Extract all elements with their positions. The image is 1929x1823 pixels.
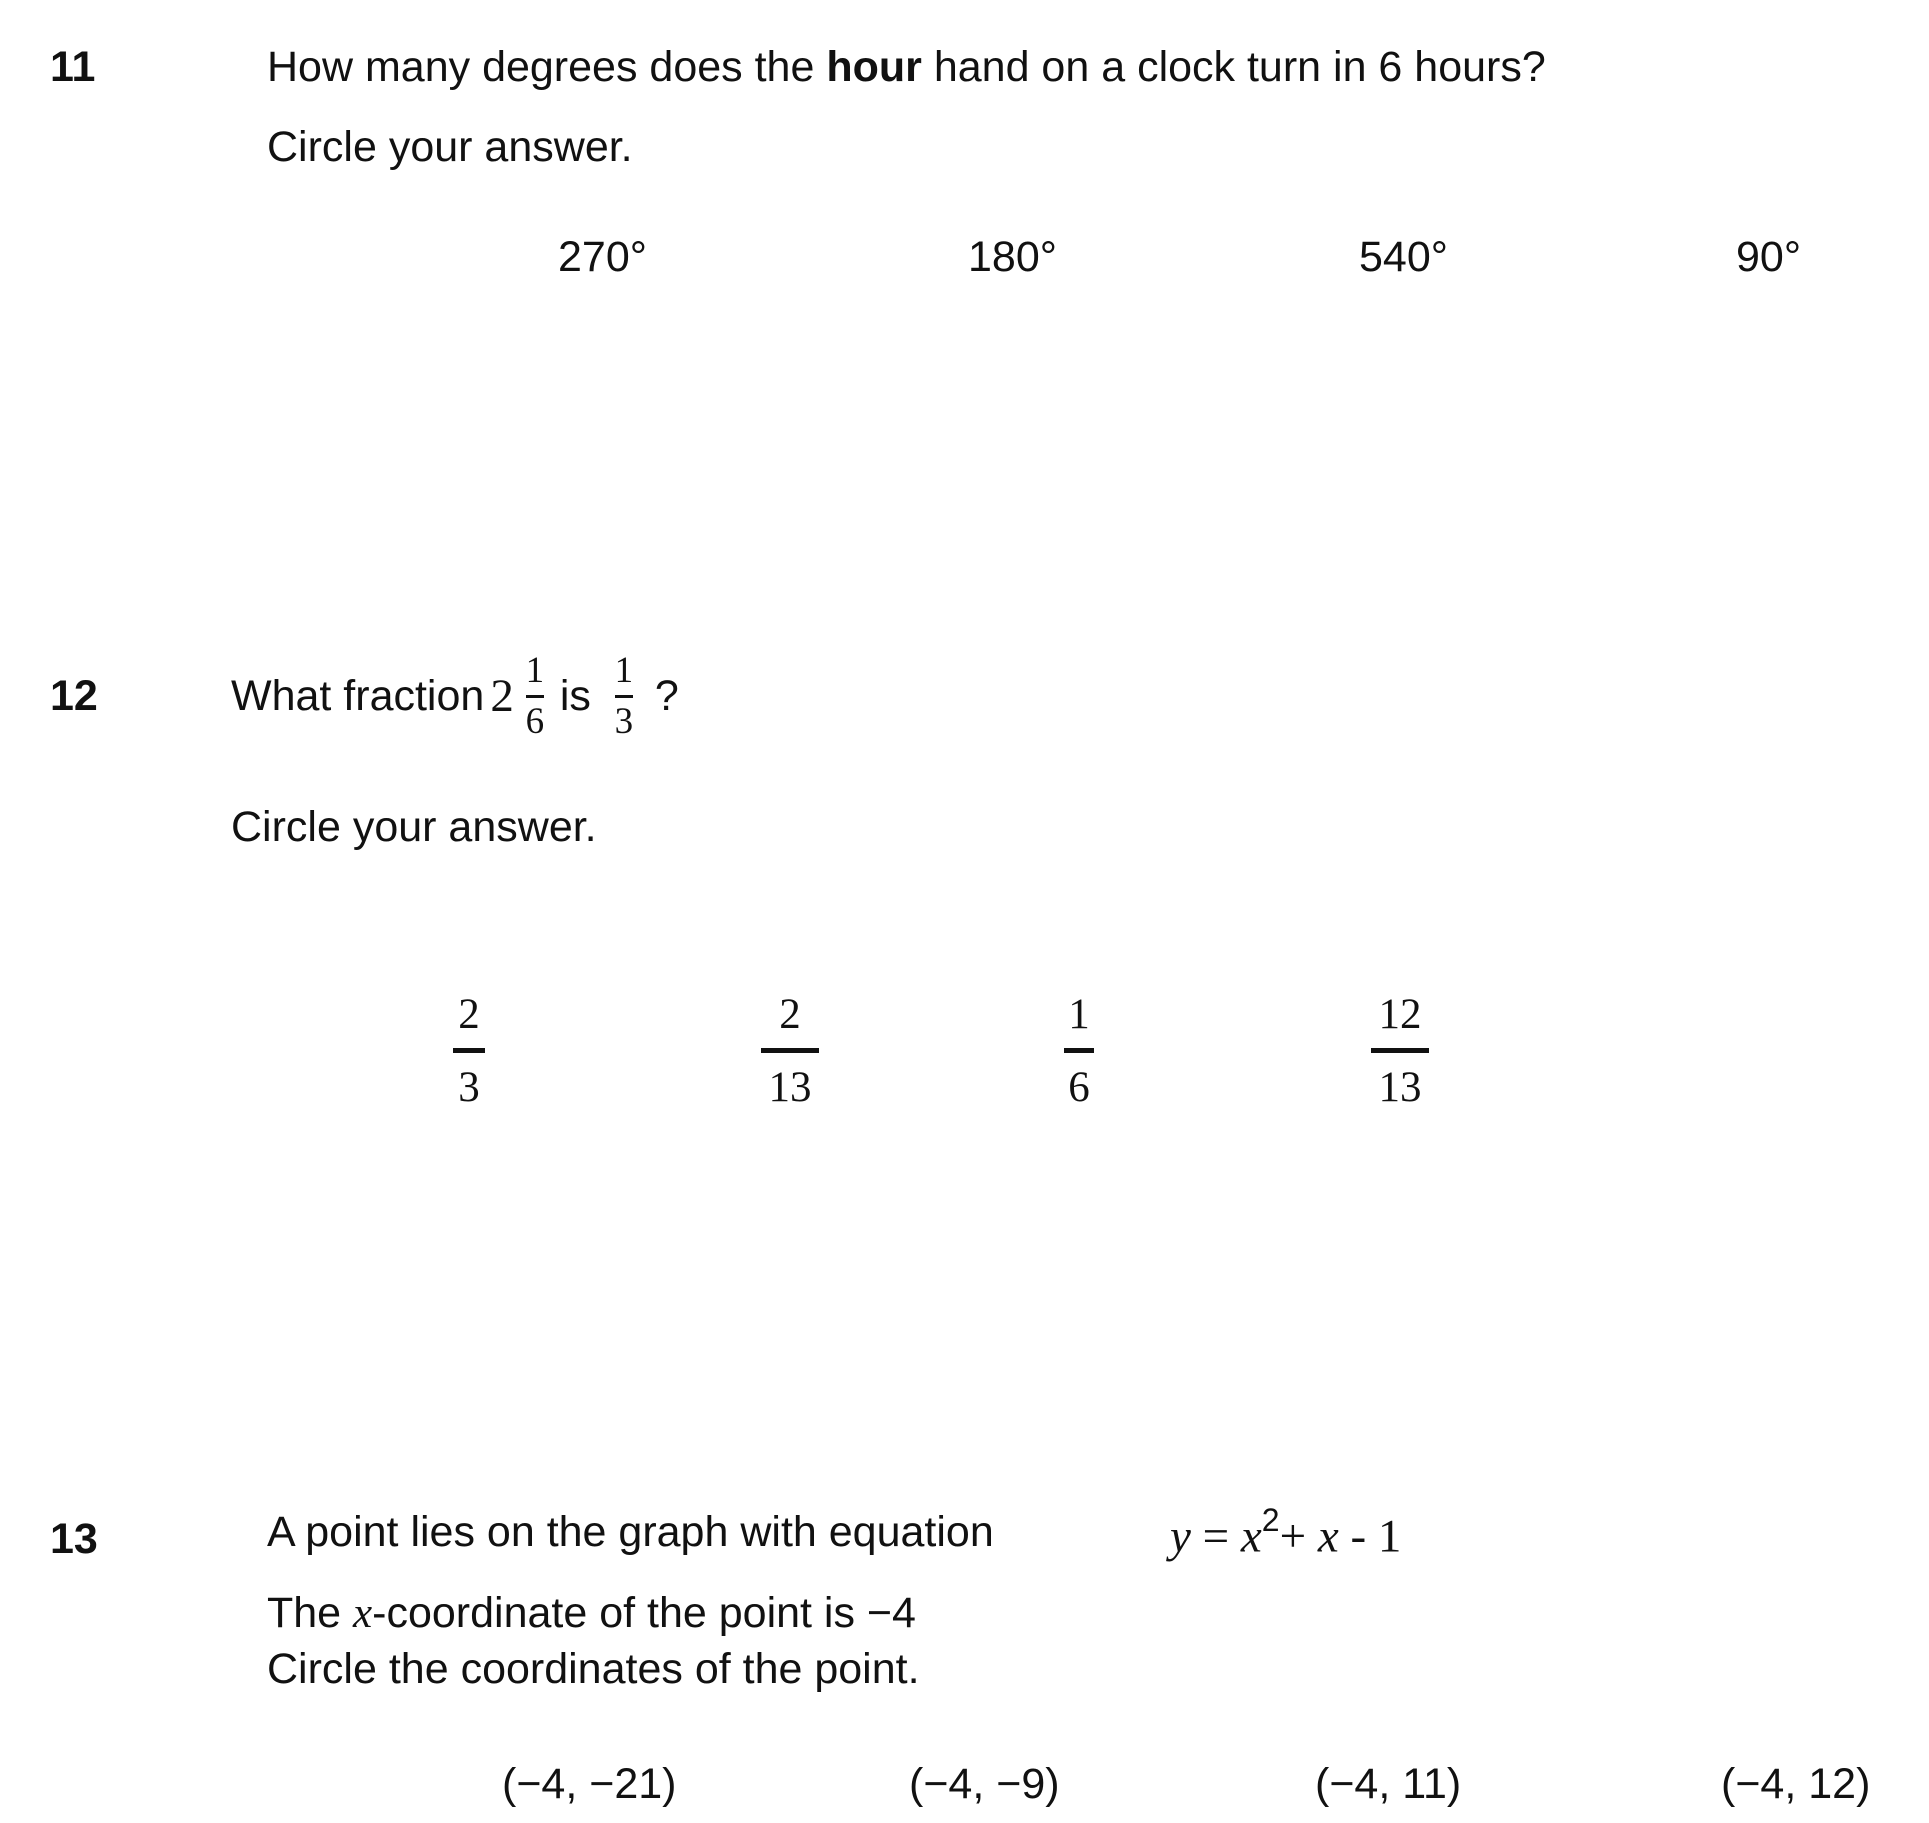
stem-text: is xyxy=(559,671,591,720)
answer-option[interactable]: 540° xyxy=(1359,233,1448,281)
question-number: 11 xyxy=(50,43,96,91)
denominator: 3 xyxy=(614,701,634,742)
answer-option[interactable] xyxy=(761,993,819,1113)
stem-text: How many degrees does the xyxy=(267,43,827,91)
equation-symbol: + xyxy=(1279,1510,1307,1563)
answer-option[interactable]: (−4, 12) xyxy=(1721,1760,1871,1808)
question-number: 12 xyxy=(50,672,98,720)
denominator: 6 xyxy=(1068,1064,1090,1111)
equation-constant: 1 xyxy=(1377,1510,1402,1563)
denominator: 13 xyxy=(768,1064,812,1111)
answer-option[interactable]: (−4, −21) xyxy=(502,1760,677,1808)
fraction-bar xyxy=(453,1048,485,1053)
equation-exponent: 2 xyxy=(1261,1502,1280,1538)
graph-equation xyxy=(1170,1502,1402,1563)
fraction-bar xyxy=(1371,1048,1429,1053)
numerator: 1 xyxy=(525,650,545,691)
question-stem xyxy=(267,43,1546,91)
stem-text: What fraction xyxy=(231,671,485,720)
answer-option[interactable]: (−4, −9) xyxy=(909,1760,1060,1808)
mixed-number-whole: 2 xyxy=(490,669,514,722)
numerator: 1 xyxy=(1068,991,1090,1038)
question-line xyxy=(267,1589,916,1637)
fraction-one-sixth xyxy=(518,650,552,742)
numerator: 1 xyxy=(614,650,634,691)
stem-text: ? xyxy=(654,671,679,720)
fraction-bar xyxy=(615,695,633,698)
answer-option[interactable]: 180° xyxy=(968,233,1057,281)
fraction-bar xyxy=(1064,1048,1094,1053)
fraction-bar xyxy=(526,695,544,698)
equation-variable: x xyxy=(1240,1510,1262,1563)
equation-symbol: = xyxy=(1202,1510,1230,1563)
denominator: 13 xyxy=(1378,1064,1422,1111)
numerator: 2 xyxy=(458,991,480,1038)
answer-option[interactable]: (−4, 11) xyxy=(1315,1760,1462,1808)
equation-variable: y xyxy=(1170,1510,1191,1563)
answer-option[interactable] xyxy=(1064,993,1094,1113)
equation-variable: x xyxy=(1317,1510,1339,1563)
stem-text: hand on a clock turn in 6 hours? xyxy=(921,43,1546,91)
numerator: 12 xyxy=(1378,991,1422,1038)
answer-option[interactable] xyxy=(1371,993,1429,1113)
numerator: 2 xyxy=(779,991,801,1038)
denominator: 6 xyxy=(525,701,545,742)
fraction-bar xyxy=(761,1048,819,1053)
stem-text: -coordinate of the point is −4 xyxy=(372,1589,916,1637)
question-stem xyxy=(231,650,679,742)
fraction-one-third xyxy=(607,650,641,742)
equation-symbol: - xyxy=(1350,1510,1367,1563)
question-number: 13 xyxy=(50,1515,98,1563)
denominator: 3 xyxy=(458,1064,480,1111)
answer-option[interactable] xyxy=(453,993,485,1113)
answer-option[interactable]: 90° xyxy=(1736,233,1802,281)
stem-emphasis: hour xyxy=(826,43,922,91)
stem-text: The xyxy=(267,1589,354,1637)
stem-variable: x xyxy=(353,1590,373,1637)
question-stem: A point lies on the graph with equation xyxy=(267,1508,994,1556)
answer-option[interactable]: 270° xyxy=(558,233,647,281)
instruction: Circle the coordinates of the point. xyxy=(267,1645,920,1693)
instruction: Circle your answer. xyxy=(267,123,633,171)
instruction: Circle your answer. xyxy=(231,803,597,851)
